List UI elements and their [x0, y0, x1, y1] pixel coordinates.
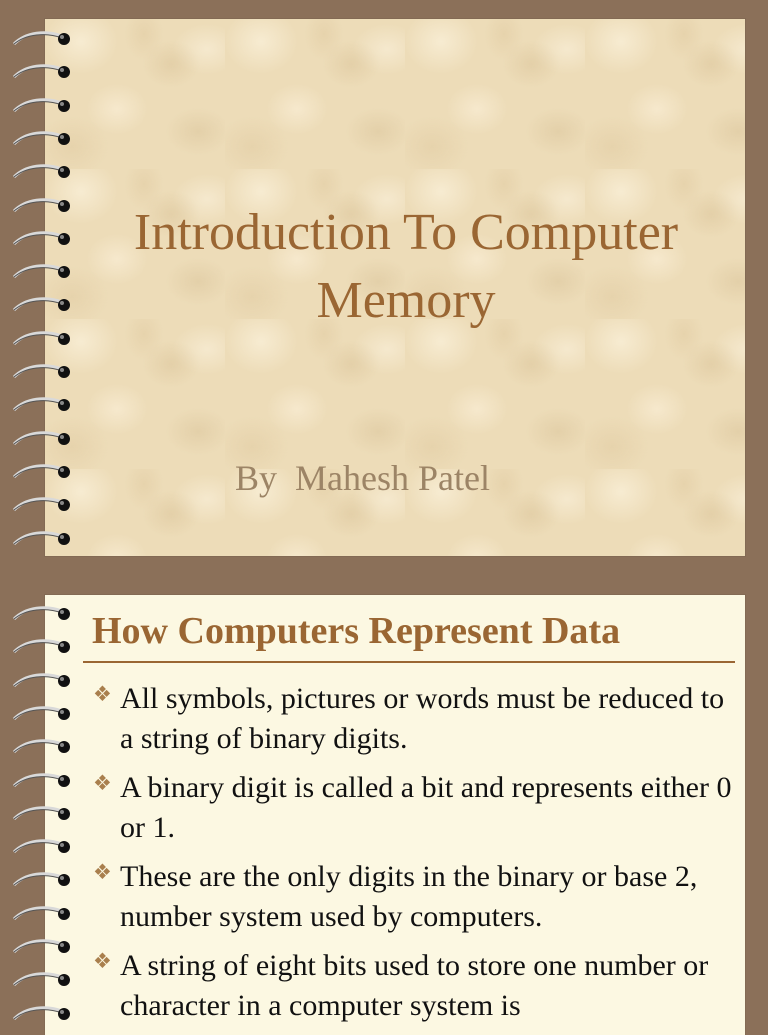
spiral-ring-icon [12, 805, 74, 825]
spiral-ring-icon [12, 363, 74, 383]
bullet-text: A string of eight bits used to store one number or character in a computer system is [120, 949, 709, 1022]
spiral-ring-icon [12, 672, 74, 692]
spiral-ring-icon [12, 496, 74, 516]
spiral-ring-icon [12, 638, 74, 658]
spiral-ring-icon [12, 263, 74, 283]
four-diamond-bullet-icon: ❖ [93, 771, 112, 795]
spiral-ring-icon [12, 163, 74, 183]
title-slide [45, 19, 745, 556]
heading-divider [83, 661, 735, 663]
list-item [93, 679, 743, 759]
spiral-ring-icon [12, 463, 74, 483]
bullet-list [93, 679, 743, 1035]
spiral-ring-icon [12, 330, 74, 350]
author-byline: By Mahesh Patel [235, 458, 490, 498]
spiral-ring-icon [12, 605, 74, 625]
slide-title: Introduction To Computer Memory [133, 204, 679, 329]
four-diamond-bullet-icon: ❖ [93, 860, 112, 884]
spiral-ring-icon [12, 130, 74, 150]
list-item [93, 768, 743, 848]
slide-heading: How Computers Represent Data [92, 610, 621, 652]
four-diamond-bullet-icon: ❖ [93, 949, 112, 973]
spiral-ring-icon [12, 705, 74, 725]
spiral-ring-icon [12, 230, 74, 250]
spiral-ring-icon [12, 838, 74, 858]
spiral-ring-icon [12, 938, 74, 958]
list-item [93, 857, 743, 937]
spiral-binding-icon [0, 605, 80, 1024]
spiral-ring-icon [12, 296, 74, 316]
bullet-text: A binary digit is called a bit and represents either 0 or 1. [120, 771, 732, 844]
list-item [93, 946, 743, 1026]
spiral-ring-icon [12, 197, 74, 217]
spiral-ring-icon [12, 905, 74, 925]
bullet-text: These are the only digits in the binary or base 2, number system used by computers. [120, 860, 698, 933]
spiral-ring-icon [12, 1005, 74, 1025]
spiral-binding-icon [0, 30, 80, 550]
spiral-ring-icon [12, 871, 74, 891]
content-slide [45, 595, 745, 1035]
spiral-ring-icon [12, 430, 74, 450]
spiral-ring-icon [12, 396, 74, 416]
spiral-ring-icon [12, 97, 74, 117]
spiral-ring-icon [12, 530, 74, 550]
spiral-ring-icon [12, 971, 74, 991]
spiral-ring-icon [12, 30, 74, 50]
four-diamond-bullet-icon: ❖ [93, 682, 112, 706]
spiral-ring-icon [12, 63, 74, 83]
spiral-ring-icon [12, 772, 74, 792]
bullet-text: All symbols, pictures or words must be reduced to a string of binary digits. [120, 682, 725, 755]
spiral-ring-icon [12, 738, 74, 758]
